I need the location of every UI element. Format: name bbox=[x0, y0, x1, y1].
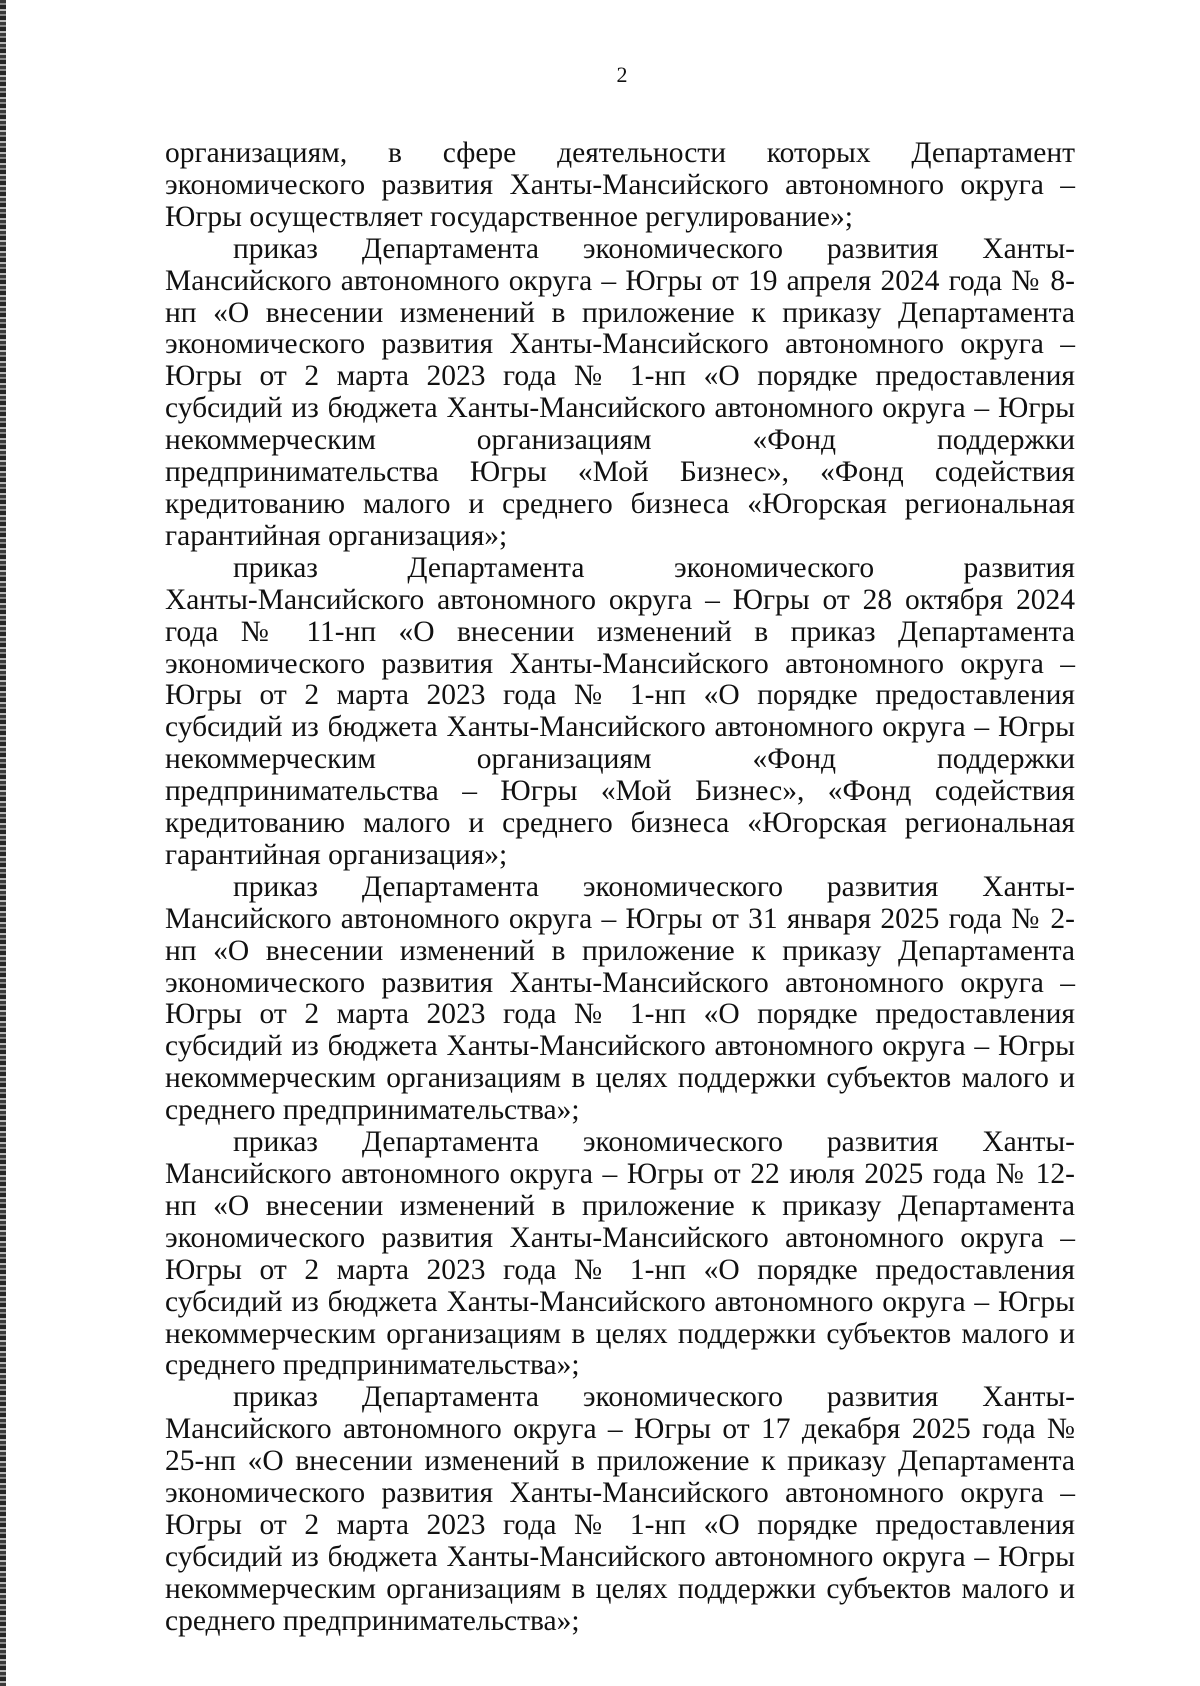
paragraph-continuation: организациям, в сфере деятельности которых Департамент экономического развития Ханты-Мансийского автономного округа – Югры осуществляет государственное регулирование»; bbox=[165, 137, 1075, 233]
page-number: 2 bbox=[616, 62, 628, 87]
paragraph-order-april-2024: приказ Департамента экономического развития Ханты-Мансийского автономного округа – Югры от 19 апреля 2024 года № 8-нп «О внесении изменений в приложение к приказу Департамента экономического развития Ханты-Мансийского автономного округа – Югры от 2 марта 2023 года № 1-нп «О порядке предоставления субсидий из бюджета Ханты-Мансийского автономного округа – Югры некоммерческим организациям «Фонд поддержки предпринимательства Югры «Мой Бизнес», «Фонд содействия кредитованию малого и среднего бизнеса «Югорская региональная гарантийная организация»; bbox=[165, 232, 1075, 552]
paragraph-order-october-2024-heading: приказ Департамента экономического развития bbox=[233, 551, 1075, 584]
paragraph-order-january-2025: приказ Департамента экономического развития Ханты-Мансийского автономного округа – Югры от 31 января 2025 года № 2-нп «О внесении изменений в приложение к приказу Департамента экономического развития Ханты-Мансийского автономного округа – Югры от 2 марта 2023 года № 1-нп «О порядке предоставления субсидий из бюджета Ханты-Мансийского автономного округа – Югры некоммерческим организациям в целях поддержки субъектов малого и среднего предпринимательства»; bbox=[165, 870, 1075, 1127]
paragraph-order-december-2025: приказ Департамента экономического развития Ханты-Мансийского автономного округа – Югры от 17 декабря 2025 года № 25-нп «О внесении изменений в приложение к приказу Департамента экономического развития Ханты-Мансийского автономного округа – Югры от 2 марта 2023 года № 1-нп «О порядке предоставления субсидий из бюджета Ханты-Мансийского автономного округа – Югры некоммерческим организациям в целях поддержки субъектов малого и среднего предпринимательства»; bbox=[165, 1381, 1075, 1637]
scan-border bbox=[0, 0, 6, 1686]
document-body bbox=[165, 138, 1075, 1638]
paragraph-order-july-2025: приказ Департамента экономического развития Ханты-Мансийского автономного округа – Югры от 22 июля 2025 года № 12-нп «О внесении изменений в приложение к приказу Департамента экономического развития Ханты-Мансийского автономного округа – Югры от 2 марта 2023 года № 1-нп «О порядке предоставления субсидий из бюджета Ханты-Мансийского автономного округа – Югры некоммерческим организациям в целях поддержки субъектов малого и среднего предпринимательства»; bbox=[165, 1126, 1075, 1382]
paragraph-order-october-2024: Ханты-Мансийского автономного округа – Югры от 28 октября 2024 года № 11-нп «О внесении изменений в приказ Департамента экономического развития Ханты-Мансийского автономного округа – Югры от 2 марта 2023 года № 1-нп «О порядке предоставления субсидий из бюджета Ханты-Мансийского автономного округа – Югры некоммерческим организациям «Фонд поддержки предпринимательства – Югры «Мой Бизнес», «Фонд содействия кредитованию малого и среднего бизнеса «Югорская региональная гарантийная организация»; bbox=[165, 583, 1075, 871]
